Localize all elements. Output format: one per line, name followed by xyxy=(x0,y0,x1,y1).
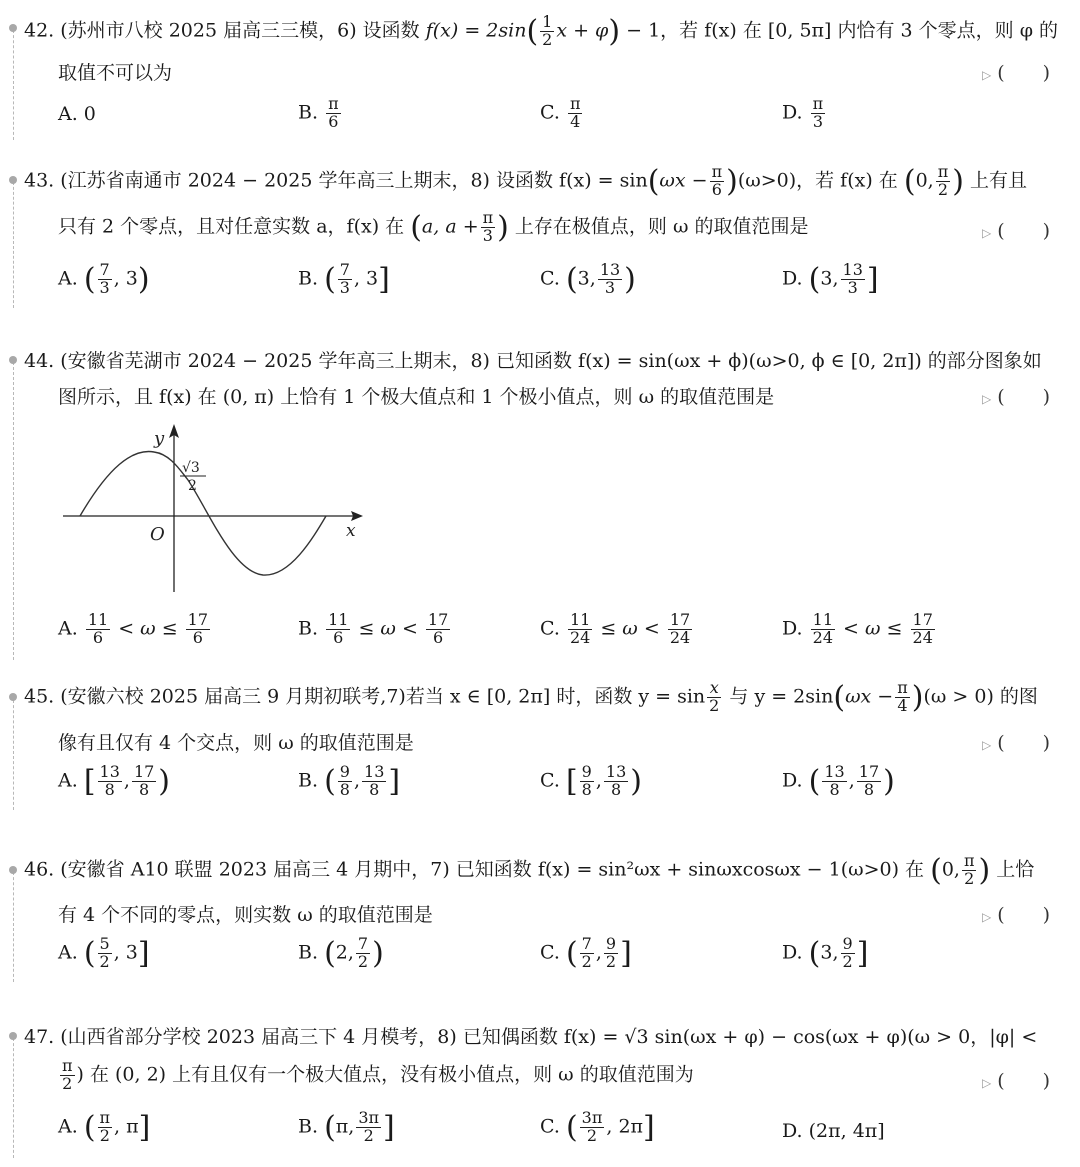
option-a[interactable]: A. ( $\frac{7}{3}$ , 3) xyxy=(58,260,150,297)
q47-line2: $\frac{\pi}{2}$ ) 在 (0, 2) 上有且仅有一个极大值点，没有极小值点，则 ω 的取值范围为 xyxy=(62,1056,694,1093)
option-c[interactable]: C. ( $\frac{7}{2}$ , $\frac{9}{2}$ ] xyxy=(540,934,632,971)
sqrt3-numerator: √3 xyxy=(182,460,200,476)
q43-line1: 43. (江苏省南通市 2024 − 2025 学年高三上期末，8) 设函数 f(x) = sin(ωx − $\frac{\pi}{6}$ )(ω>0)，若 f(x) 在 (0, $\frac{\pi}{2}$ ) 上有且 xyxy=(24,162,1027,199)
option-a[interactable]: A. [ $\frac{13}{8}$ , $\frac{17}{8}$ ) xyxy=(58,762,171,799)
option-d[interactable]: D. (3, $\frac{9}{2}$ ] xyxy=(782,934,869,971)
answer-blank[interactable]: ▷ ( ) xyxy=(982,386,1051,408)
answer-blank[interactable]: ▷ ( ) xyxy=(982,220,1051,242)
sine-curve xyxy=(80,452,326,576)
sqrt3-denominator: 2 xyxy=(188,478,197,494)
q42-line1: 42. (苏州市八校 2025 届高三三模，6) 设函数 f(x) = 2sin( $\frac{1}{2}$ x + φ) − 1，若 f(x) 在 [0, 5π] 内恰有 3 个零点，则 φ 的 xyxy=(24,12,1059,49)
option-b[interactable]: B. $\frac{\pi}{6}$ xyxy=(298,94,339,131)
x-label: x xyxy=(346,521,356,541)
option-d[interactable]: D. $\frac{\pi}{3}$ xyxy=(782,94,824,131)
q44-line2: 图所示，且 f(x) 在 (0, π) 上恰有 1 个极大值点和 1 个极小值点，则 ω 的取值范围是 xyxy=(58,386,775,408)
bullet-dot xyxy=(9,356,17,364)
option-b[interactable]: B. ( $\frac{7}{3}$ , 3] xyxy=(298,260,390,297)
option-b[interactable]: B. (π, $\frac{3\pi}{2}$ ] xyxy=(298,1108,395,1145)
option-c[interactable]: C. [ $\frac{9}{8}$ , $\frac{13}{8}$ ) xyxy=(540,762,642,799)
option-d[interactable]: D. (2π, 4π] xyxy=(782,1120,885,1142)
guide-line xyxy=(13,182,14,308)
bullet-dot xyxy=(9,1032,17,1040)
sine-graph xyxy=(58,420,378,595)
guide-line xyxy=(13,1038,14,1158)
guide-line xyxy=(13,362,14,660)
q46-line2: 有 4 个不同的零点，则实数 ω 的取值范围是 xyxy=(58,904,433,926)
q42-line2: 取值不可以为 xyxy=(58,62,173,84)
option-d[interactable]: D. ( $\frac{13}{8}$ , $\frac{17}{8}$ ) xyxy=(782,762,895,799)
bullet-dot xyxy=(9,693,17,701)
q45-line2: 像有且仅有 4 个交点，则 ω 的取值范围是 xyxy=(58,732,414,754)
option-b[interactable]: B. (2, $\frac{7}{2}$ ) xyxy=(298,934,384,971)
q44-line1: 44. (安徽省芜湖市 2024 − 2025 学年高三上期末，8) 已知函数 f(x) = sin(ωx + ϕ)(ω>0, ϕ ∈ [0, 2π]) 的部分图象如 xyxy=(24,350,1042,372)
option-d[interactable]: D. (3, $\frac{13}{3}$ ] xyxy=(782,260,879,297)
option-a[interactable]: A. $\frac{11}{6}$ < ω ≤ $\frac{17}{6}$ xyxy=(58,610,209,647)
bullet-dot xyxy=(9,866,17,874)
y-label: y xyxy=(154,428,165,449)
option-a[interactable]: A. ( $\frac{\pi}{2}$ , π] xyxy=(58,1108,151,1145)
bullet-dot xyxy=(9,24,17,32)
option-c[interactable]: C. $\frac{11}{24}$ ≤ ω < $\frac{17}{24}$ xyxy=(540,610,691,647)
option-a[interactable]: A. 0 xyxy=(58,103,96,125)
guide-line xyxy=(13,700,14,810)
option-b[interactable]: B. ( $\frac{9}{8}$ , $\frac{13}{8}$ ] xyxy=(298,762,401,799)
q43-line2: 只有 2 个零点，且对任意实数 a，f(x) 在 (a, a + $\frac{\pi}{3}$ ) 上存在极值点，则 ω 的取值范围是 xyxy=(58,208,809,245)
q47-line1: 47. (山西省部分学校 2023 届高三下 4 月模考，8) 已知偶函数 f(x) = √3 sin(ωx + φ) − cos(ωx + φ)(ω > 0，|φ| < xyxy=(24,1026,1038,1048)
guide-line xyxy=(13,872,14,982)
guide-line xyxy=(13,30,14,140)
answer-blank[interactable]: ▷ ( ) xyxy=(982,904,1051,926)
answer-blank[interactable]: ▷ ( ) xyxy=(982,1070,1051,1092)
option-b[interactable]: B. $\frac{11}{6}$ ≤ ω < $\frac{17}{6}$ xyxy=(298,610,449,647)
answer-blank[interactable]: ▷ ( ) xyxy=(982,732,1051,754)
option-d[interactable]: D. $\frac{11}{24}$ < ω ≤ $\frac{17}{24}$ xyxy=(782,610,933,647)
option-c[interactable]: C. ( $\frac{3\pi}{2}$ , 2π] xyxy=(540,1108,655,1145)
q45-line1: 45. (安徽六校 2025 届高三 9 月期初联考,7)若当 x ∈ [0, 2π] 时，函数 y = sin $\frac{x}{2}$ 与 y = 2sin(ωx − $\frac{\pi}{4}$ )(ω > 0) 的图 xyxy=(24,678,1038,715)
option-c[interactable]: C. (3, $\frac{13}{3}$ ) xyxy=(540,260,636,297)
option-c[interactable]: C. $\frac{\pi}{4}$ xyxy=(540,94,581,131)
answer-blank[interactable]: ▷ ( ) xyxy=(982,62,1051,84)
origin-label: O xyxy=(150,524,165,545)
q46-line1: 46. (安徽省 A10 联盟 2023 届高三 4 月期中，7) 已知函数 f(x) = sin²ωx + sinωxcosωx − 1(ω>0) 在 (0, $\frac{\pi}{2}$ ) 上恰 xyxy=(24,851,1035,888)
option-a[interactable]: A. ( $\frac{5}{2}$ , 3] xyxy=(58,934,150,971)
bullet-dot xyxy=(9,176,17,184)
